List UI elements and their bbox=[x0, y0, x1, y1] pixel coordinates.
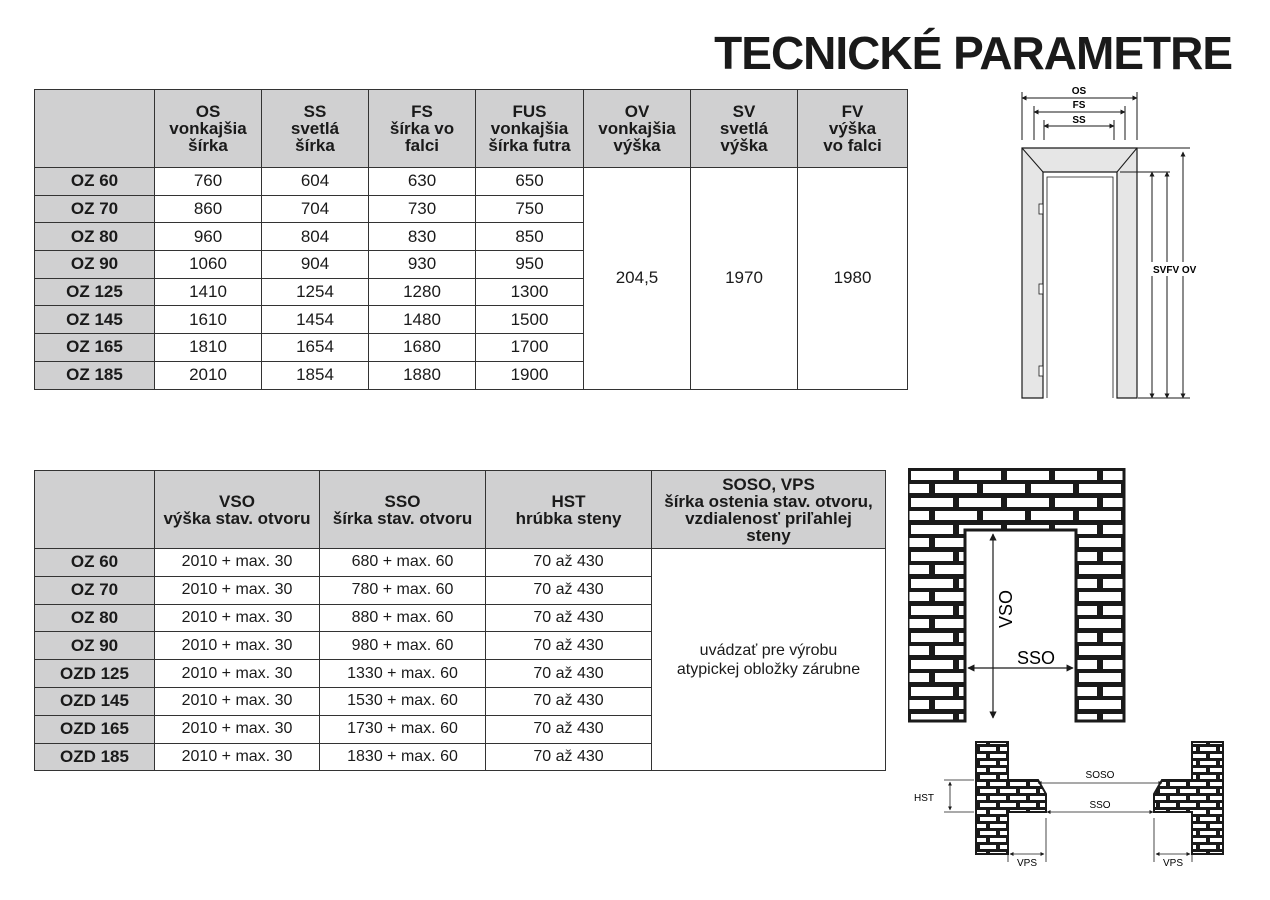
left-wall-section bbox=[976, 742, 1046, 854]
right-wall-section bbox=[1154, 742, 1223, 854]
cell-fus: 1700 bbox=[476, 334, 584, 362]
table-row bbox=[35, 549, 886, 577]
cell-fus: 950 bbox=[476, 251, 584, 279]
cell-ov-merged: 204,5 bbox=[584, 168, 691, 390]
row-label: OZ 165 bbox=[35, 334, 155, 362]
table-row bbox=[35, 168, 908, 196]
row-label: OZD 145 bbox=[35, 687, 155, 715]
header-hst: HST hrúbka steny bbox=[486, 471, 652, 549]
door-frame-shape bbox=[1022, 148, 1137, 398]
label-os: OS bbox=[1071, 86, 1087, 97]
cell-vso: 2010 + max. 30 bbox=[155, 715, 320, 743]
cell-sso: 980 + max. 60 bbox=[320, 632, 486, 660]
cell-vso: 2010 + max. 30 bbox=[155, 576, 320, 604]
header-corner bbox=[35, 471, 155, 549]
cell-sso: 780 + max. 60 bbox=[320, 576, 486, 604]
cell-ss: 1254 bbox=[262, 278, 369, 306]
cell-vso: 2010 + max. 30 bbox=[155, 604, 320, 632]
label-sso: SSO bbox=[1017, 648, 1056, 668]
header-os: OS vonkajšia šírka bbox=[155, 90, 262, 168]
label-vps-left: VPS bbox=[1016, 858, 1038, 869]
row-label: OZ 145 bbox=[35, 306, 155, 334]
cell-ss: 604 bbox=[262, 168, 369, 196]
cell-vso: 2010 + max. 30 bbox=[155, 687, 320, 715]
row-label: OZ 125 bbox=[35, 278, 155, 306]
cell-fs: 630 bbox=[369, 168, 476, 196]
cell-fs: 1680 bbox=[369, 334, 476, 362]
row-label: OZD 185 bbox=[35, 743, 155, 771]
row-label: OZ 60 bbox=[35, 549, 155, 577]
table-header-row bbox=[35, 471, 886, 549]
cell-ss: 904 bbox=[262, 251, 369, 279]
row-label: OZ 90 bbox=[35, 251, 155, 279]
header-sv: SV svetlá výška bbox=[691, 90, 798, 168]
cell-hst: 70 až 430 bbox=[486, 660, 652, 688]
cell-fus: 850 bbox=[476, 223, 584, 251]
row-label: OZD 125 bbox=[35, 660, 155, 688]
cell-fs: 830 bbox=[369, 223, 476, 251]
brick-wall bbox=[908, 468, 1124, 721]
cell-hst: 70 až 430 bbox=[486, 743, 652, 771]
cell-sso: 1330 + max. 60 bbox=[320, 660, 486, 688]
row-label: OZ 80 bbox=[35, 223, 155, 251]
header-fv: FV výška vo falci bbox=[798, 90, 908, 168]
cell-os: 1610 bbox=[155, 306, 262, 334]
page-title: TECNICKÉ PARAMETRE bbox=[714, 27, 1232, 79]
wall-opening-diagram bbox=[908, 468, 1126, 724]
cell-vso: 2010 + max. 30 bbox=[155, 549, 320, 577]
row-label: OZD 165 bbox=[35, 715, 155, 743]
cell-fs: 1280 bbox=[369, 278, 476, 306]
cell-fs: 730 bbox=[369, 195, 476, 223]
label-ss: SS bbox=[1072, 115, 1086, 126]
row-label: OZ 185 bbox=[35, 361, 155, 389]
header-ov: OV vonkajšia výška bbox=[584, 90, 691, 168]
cell-os: 1810 bbox=[155, 334, 262, 362]
header-sso: SSO šírka stav. otvoru bbox=[320, 471, 486, 549]
cell-fs: 1480 bbox=[369, 306, 476, 334]
cell-vso: 2010 + max. 30 bbox=[155, 743, 320, 771]
cell-sso: 1530 + max. 60 bbox=[320, 687, 486, 715]
cell-fus: 750 bbox=[476, 195, 584, 223]
row-label: OZ 70 bbox=[35, 195, 155, 223]
cell-ss: 1654 bbox=[262, 334, 369, 362]
row-label: OZ 80 bbox=[35, 604, 155, 632]
header-vso: VSO výška stav. otvoru bbox=[155, 471, 320, 549]
row-label: OZ 70 bbox=[35, 576, 155, 604]
cell-os: 2010 bbox=[155, 361, 262, 389]
frame-dimension-diagram bbox=[1000, 80, 1230, 405]
cell-ss: 804 bbox=[262, 223, 369, 251]
cell-os: 960 bbox=[155, 223, 262, 251]
cell-os: 860 bbox=[155, 195, 262, 223]
cell-hst: 70 až 430 bbox=[486, 687, 652, 715]
header-soso-vps: SOSO, VPS šírka ostenia stav. otvoru, vzdialenosť priľahlej steny bbox=[652, 471, 886, 549]
cell-fus: 1900 bbox=[476, 361, 584, 389]
cell-hst: 70 až 430 bbox=[486, 604, 652, 632]
cell-fus: 1500 bbox=[476, 306, 584, 334]
header-corner bbox=[35, 90, 155, 168]
header-fs: FS šírka vo falci bbox=[369, 90, 476, 168]
cell-fus: 1300 bbox=[476, 278, 584, 306]
label-vps-right: VPS bbox=[1162, 858, 1184, 869]
cell-os: 1410 bbox=[155, 278, 262, 306]
cell-note-merged: uvádzať pre výrobu atypickej obložky zárubne bbox=[652, 549, 886, 771]
row-label: OZ 60 bbox=[35, 168, 155, 196]
cell-fs: 1880 bbox=[369, 361, 476, 389]
label-vso: VSO bbox=[996, 589, 1016, 628]
wall-section-diagram bbox=[908, 738, 1226, 870]
label-soso: SOSO bbox=[1085, 770, 1115, 781]
cell-os: 760 bbox=[155, 168, 262, 196]
table-header-row bbox=[35, 90, 908, 168]
cell-fus: 650 bbox=[476, 168, 584, 196]
row-label: OZ 90 bbox=[35, 632, 155, 660]
cell-sso: 880 + max. 60 bbox=[320, 604, 486, 632]
label-sso-section: SSO bbox=[1089, 800, 1111, 811]
cell-hst: 70 až 430 bbox=[486, 549, 652, 577]
header-fus: FUS vonkajšia šírka futra bbox=[476, 90, 584, 168]
cell-fv-merged: 1980 bbox=[798, 168, 908, 390]
cell-vso: 2010 + max. 30 bbox=[155, 632, 320, 660]
opening-parameters-table bbox=[34, 470, 886, 771]
cell-hst: 70 až 430 bbox=[486, 576, 652, 604]
cell-hst: 70 až 430 bbox=[486, 632, 652, 660]
cell-hst: 70 až 430 bbox=[486, 715, 652, 743]
cell-ss: 704 bbox=[262, 195, 369, 223]
label-sv-fv-ov: SVFV OV bbox=[1153, 265, 1197, 276]
label-fs: FS bbox=[1072, 100, 1086, 111]
cell-fs: 930 bbox=[369, 251, 476, 279]
cell-os: 1060 bbox=[155, 251, 262, 279]
cell-sso: 680 + max. 60 bbox=[320, 549, 486, 577]
frame-parameters-table bbox=[34, 89, 908, 390]
cell-sso: 1730 + max. 60 bbox=[320, 715, 486, 743]
cell-ss: 1854 bbox=[262, 361, 369, 389]
cell-vso: 2010 + max. 30 bbox=[155, 660, 320, 688]
cell-ss: 1454 bbox=[262, 306, 369, 334]
cell-sv-merged: 1970 bbox=[691, 168, 798, 390]
label-hst: HST bbox=[914, 793, 934, 804]
header-ss: SS svetlá šírka bbox=[262, 90, 369, 168]
cell-sso: 1830 + max. 60 bbox=[320, 743, 486, 771]
